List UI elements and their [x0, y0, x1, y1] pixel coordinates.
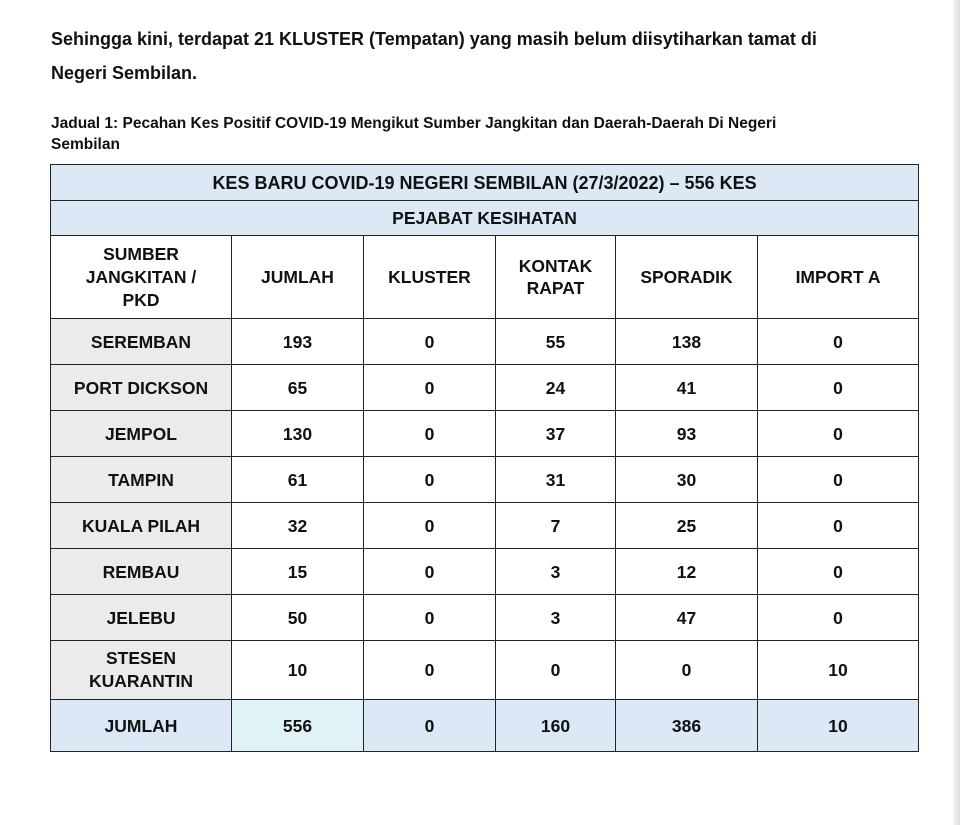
row-name: PORT DICKSON: [51, 365, 232, 411]
intro-line-1: Sehingga kini, terdapat 21 KLUSTER (Tempatan) yang masih belum diisytiharkan tamat di: [51, 29, 817, 49]
cell-kluster: 0: [364, 641, 496, 700]
header-kontak-rapat: [496, 236, 616, 319]
cell-kluster: 0: [364, 595, 496, 641]
header-source-line-3: PKD: [122, 289, 160, 310]
header-sporadik: SPORADIK: [616, 236, 758, 319]
cell-kluster: 0: [364, 457, 496, 503]
cell-import: 0: [758, 549, 919, 595]
caption-line-1: Jadual 1: Pecahan Kes Positif COVID-19 Mengikut Sumber Jangkitan dan Daerah-Daerah Di Negeri: [51, 115, 777, 132]
cell-sporadik: 138: [616, 319, 758, 365]
cell-kontak: 3: [496, 595, 616, 641]
cell-kluster: 0: [364, 319, 496, 365]
cell-sporadik: 25: [616, 503, 758, 549]
cell-sporadik: 47: [616, 595, 758, 641]
header-jumlah: JUMLAH: [232, 236, 364, 319]
cell-jumlah: 10: [232, 641, 364, 700]
cell-import: 0: [758, 595, 919, 641]
cell-kontak: 7: [496, 503, 616, 549]
total-label: JUMLAH: [51, 700, 232, 752]
cell-import: 0: [758, 411, 919, 457]
cell-jumlah: 61: [232, 457, 364, 503]
header-kontak-line-1: KONTAK: [518, 256, 593, 276]
table-row: [51, 319, 919, 365]
total-sporadik: 386: [616, 700, 758, 752]
table-row: [51, 641, 919, 700]
cell-sporadik: 41: [616, 365, 758, 411]
cell-jumlah: 50: [232, 595, 364, 641]
header-kontak-line-2: RAPAT: [526, 278, 585, 298]
cell-import: 10: [758, 641, 919, 700]
intro-paragraph: [51, 22, 931, 90]
header-import: IMPORT A: [758, 236, 919, 319]
row-name-line-1: STESEN: [105, 648, 177, 668]
cell-kontak: 0: [496, 641, 616, 700]
cell-kontak: 37: [496, 411, 616, 457]
row-name: REMBAU: [51, 549, 232, 595]
cell-sporadik: 12: [616, 549, 758, 595]
total-jumlah: 556: [232, 700, 364, 752]
header-kluster: KLUSTER: [364, 236, 496, 319]
cell-import: 0: [758, 457, 919, 503]
row-name: SEREMBAN: [51, 319, 232, 365]
cell-jumlah: 15: [232, 549, 364, 595]
cell-kluster: 0: [364, 549, 496, 595]
cell-sporadik: 30: [616, 457, 758, 503]
cell-sporadik: 0: [616, 641, 758, 700]
cell-import: 0: [758, 365, 919, 411]
cell-kontak: 3: [496, 549, 616, 595]
table-row: [51, 411, 919, 457]
header-source: [51, 236, 232, 319]
row-name: KUALA PILAH: [51, 503, 232, 549]
cell-kluster: 0: [364, 411, 496, 457]
cell-kontak: 55: [496, 319, 616, 365]
cell-kontak: 31: [496, 457, 616, 503]
cell-jumlah: 193: [232, 319, 364, 365]
row-name: JELEBU: [51, 595, 232, 641]
cell-import: 0: [758, 503, 919, 549]
header-source-line-1: SUMBER: [103, 243, 179, 264]
row-name: TAMPIN: [51, 457, 232, 503]
total-kontak: 160: [496, 700, 616, 752]
row-name: JEMPOL: [51, 411, 232, 457]
row-name: [51, 641, 232, 700]
table-row: [51, 549, 919, 595]
table-caption: [51, 113, 931, 155]
header-source-line-2: JANGKITAN /: [85, 266, 197, 287]
caption-line-2: Sembilan: [51, 136, 120, 153]
table-banner: KES BARU COVID-19 NEGERI SEMBILAN (27/3/2022) – 556 KES: [51, 165, 919, 201]
covid-cases-table: [50, 164, 919, 752]
cell-kontak: 24: [496, 365, 616, 411]
cell-kluster: 0: [364, 365, 496, 411]
cell-jumlah: 130: [232, 411, 364, 457]
total-import: 10: [758, 700, 919, 752]
page-edge-shadow: [953, 0, 960, 825]
cell-kluster: 0: [364, 503, 496, 549]
cell-import: 0: [758, 319, 919, 365]
row-name-line-2: KUARANTIN: [88, 671, 194, 691]
total-row: [51, 700, 919, 752]
table-row: [51, 365, 919, 411]
table-row: [51, 503, 919, 549]
total-kluster: 0: [364, 700, 496, 752]
cell-sporadik: 93: [616, 411, 758, 457]
table-row: [51, 457, 919, 503]
table-row: [51, 595, 919, 641]
table-subbanner: PEJABAT KESIHATAN: [51, 201, 919, 236]
cell-jumlah: 32: [232, 503, 364, 549]
intro-line-2: Negeri Sembilan.: [51, 63, 198, 83]
cell-jumlah: 65: [232, 365, 364, 411]
